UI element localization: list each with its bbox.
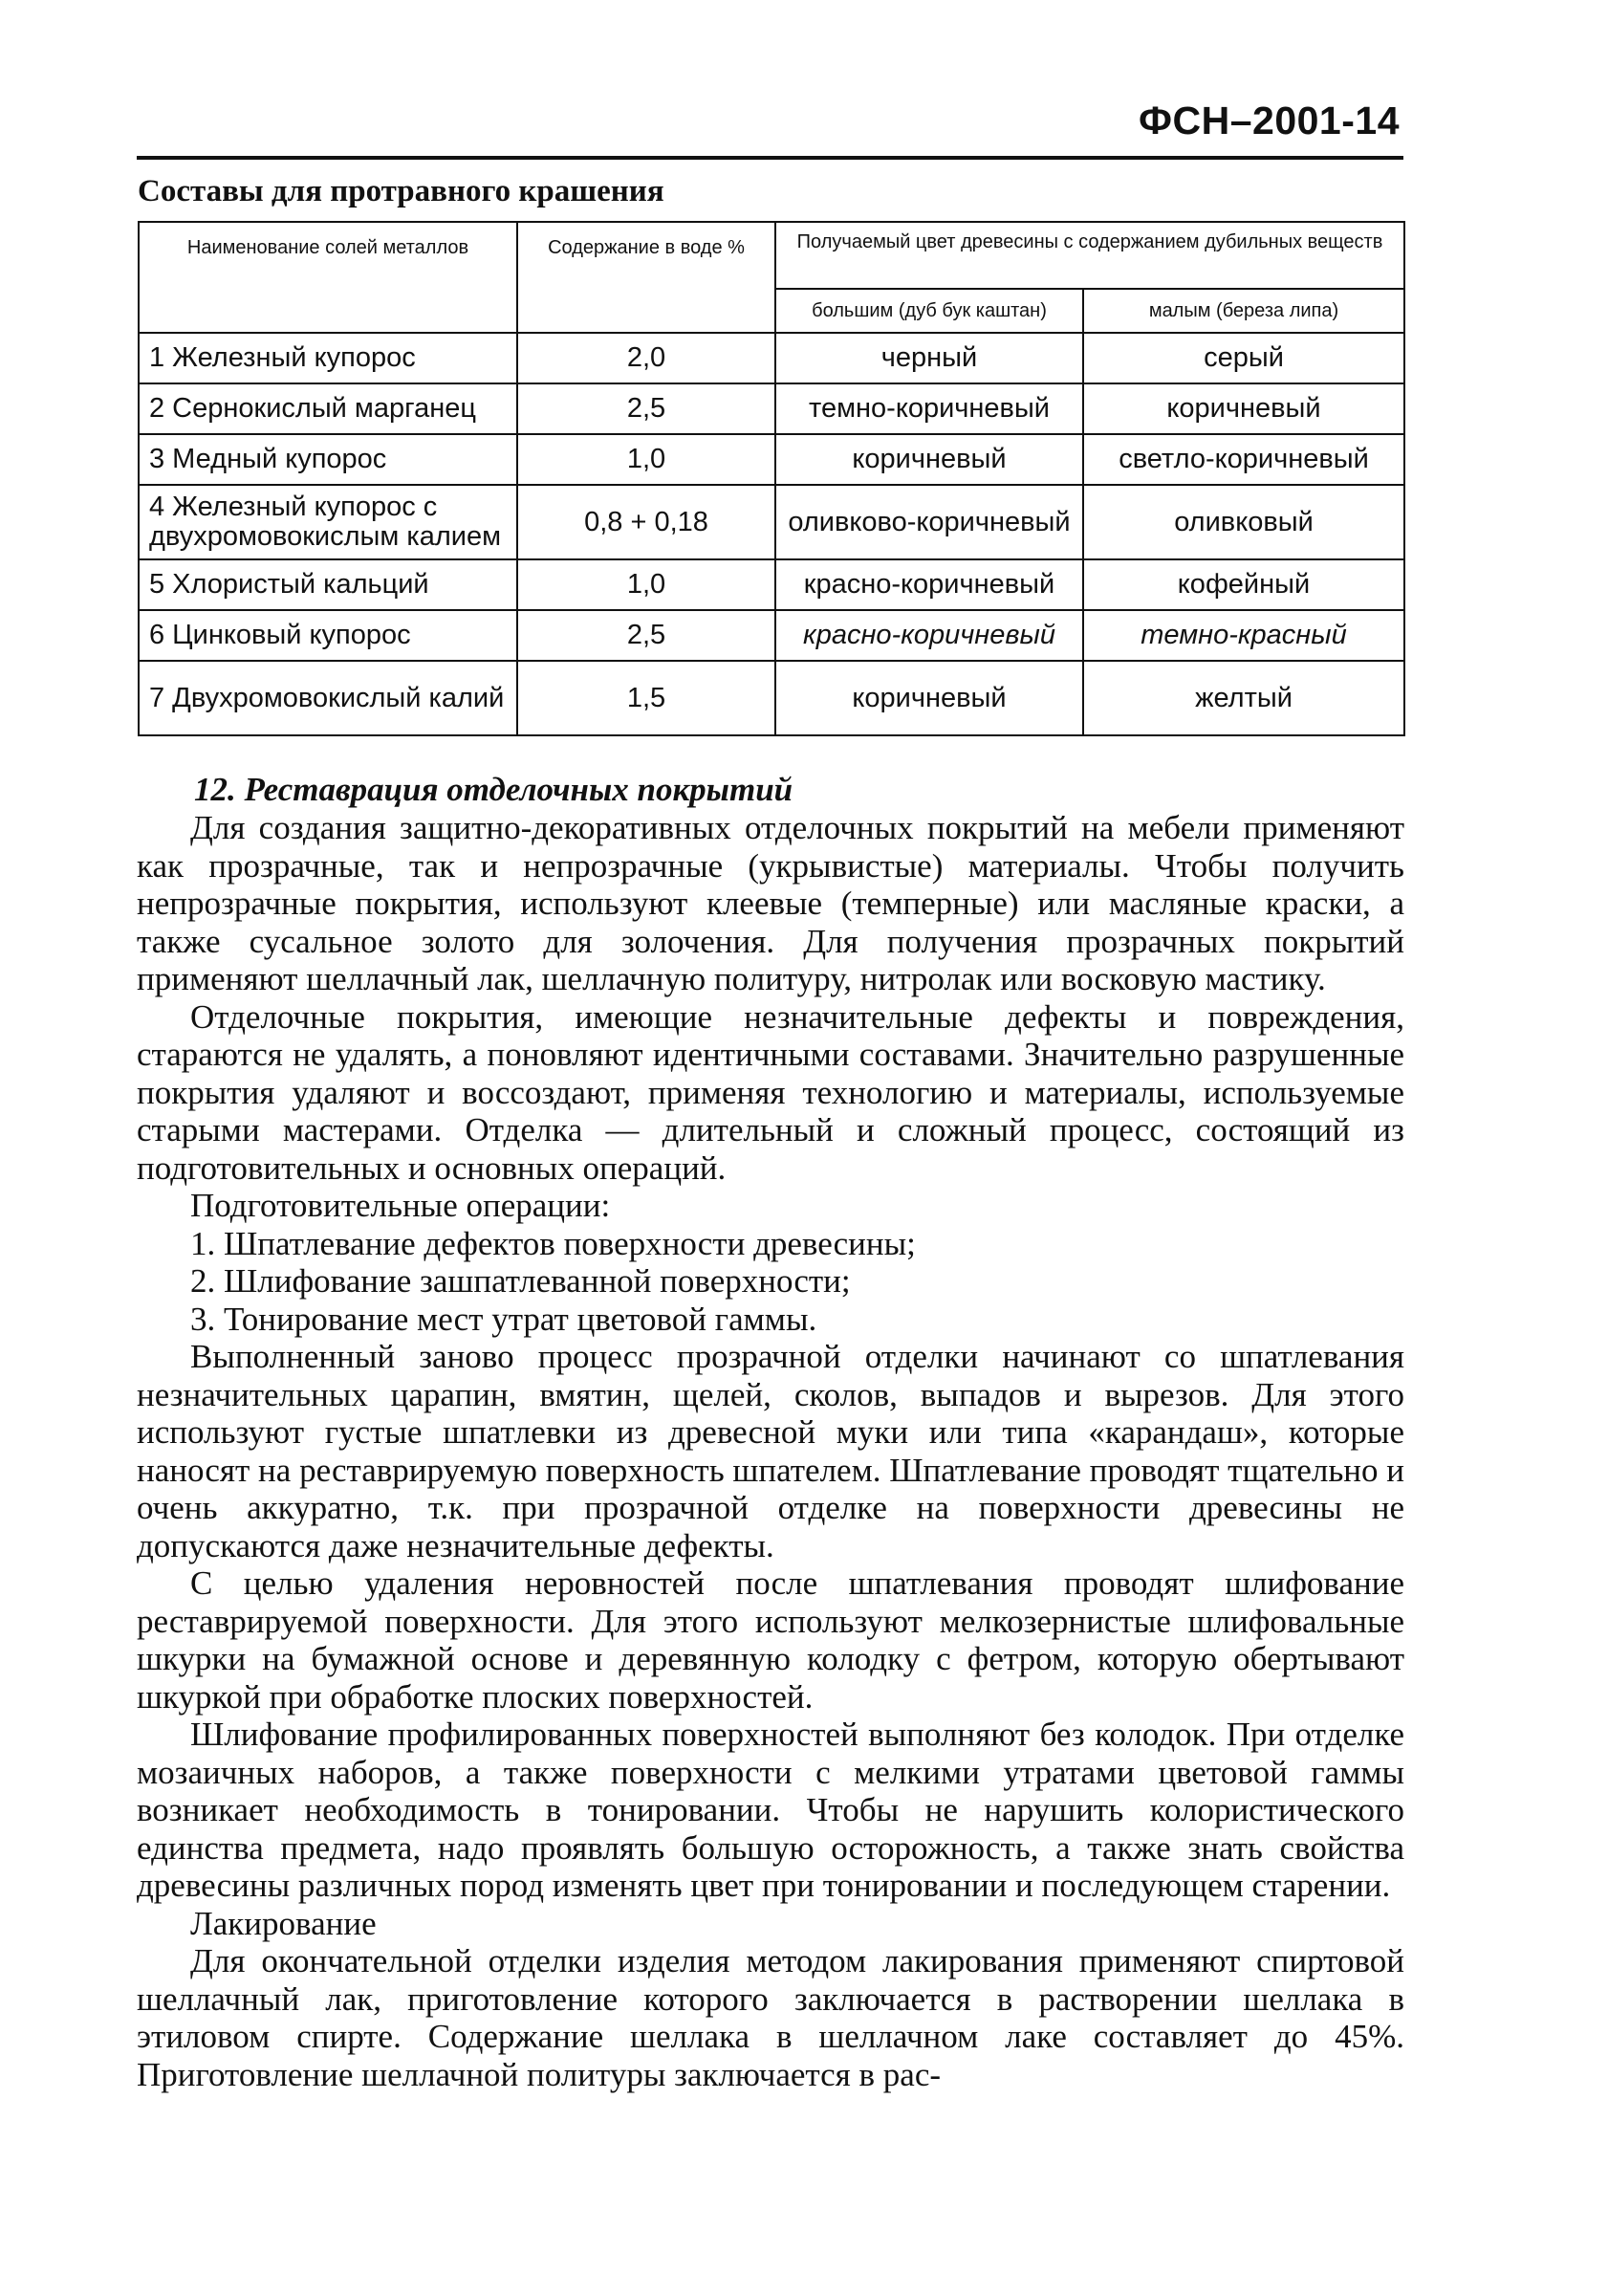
document-code: ФСН–2001-14 <box>1139 98 1400 142</box>
cell-name: 7 Двухромовокислый калий <box>139 661 517 735</box>
paragraph: Выполненный заново процесс прозрачной отделки начинают со шпатлевания незначительных царапин, вмятин, щелей, сколов, выпадов и вырезов. Для этого используют густые шпатлевки из древесной муки или типа «карандаш», которые наносят на реставрируемую поверхность шпателем. Шпатлевание проводят тщательно и очень аккуратно, т.к. при прозрачной отделке на поверхности древесины не допускаются даже незначительные дефекты. <box>137 1338 1404 1564</box>
cell-content: 2,0 <box>517 333 775 383</box>
cell-name: 6 Цинковый купорос <box>139 610 517 661</box>
cell-large: темно-коричневый <box>775 383 1083 434</box>
table-row <box>139 485 1404 559</box>
cell-small: серый <box>1083 333 1404 383</box>
col-header-color-group: Получаемый цвет древесины с содержанием дубильных веществ <box>775 222 1404 289</box>
table-row <box>139 333 1404 383</box>
cell-content: 2,5 <box>517 610 775 661</box>
staining-compositions-table <box>138 221 1405 736</box>
cell-name: 1 Железный купорос <box>139 333 517 383</box>
paragraph: Отделочные покрытия, имеющие незначительные дефекты и повреждения, стараются не удалять, а поновляют идентичными составами. Значительно разрушенные покрытия удаляют и воссоздают, применяя технологию и материалы, используемые старыми мастерами. Отделка — длительный и сложный процесс, состоящий из подготовительных и основных операций. <box>137 997 1404 1187</box>
cell-large: красно-коричневый <box>775 559 1083 610</box>
cell-small: желтый <box>1083 661 1404 735</box>
cell-small: темно-красный <box>1083 610 1404 661</box>
cell-name: 5 Хлористый кальций <box>139 559 517 610</box>
cell-name: 3 Медный купорос <box>139 434 517 485</box>
cell-large: оливково-коричневый <box>775 485 1083 559</box>
cell-large: черный <box>775 333 1083 383</box>
cell-content: 2,5 <box>517 383 775 434</box>
table-row <box>139 434 1404 485</box>
paragraph: Для окончательной отделки изделия методом лакирования применяют спиртовой шеллачный лак, приготовление которого заключается в растворении шеллака в этиловом спирте. Содержание шеллака в шеллачном лаке составляет до 45%. Приготовление шеллачной политуры заключается в рас- <box>137 1942 1404 2093</box>
col-header-small: малым (береза липа) <box>1083 289 1404 333</box>
table-title: Составы для протравного крашения <box>138 174 664 208</box>
cell-name: 4 Железный купорос с двухромовокислым калием <box>139 485 517 559</box>
cell-small: светло-коричневый <box>1083 434 1404 485</box>
col-header-content: Содержание в воде % <box>517 222 775 333</box>
cell-large: коричневый <box>775 434 1083 485</box>
cell-name: 2 Сернокислый марганец <box>139 383 517 434</box>
paragraph: Шлифование профилированных поверхностей выполняют без колодок. При отделке мозаичных наборов, а также поверхности с мелкими утратами цветовой гаммы возникает необходимость в тонировании. Чтобы не нарушить колористического единства предмета, надо проявлять большую осторожность, а также знать свойства древесины различных пород изменять цвет при тонировании и последующем старении. <box>137 1716 1404 1904</box>
paragraph: Для создания защитно-декоративных отделочных покрытий на мебели применяют как прозрачные, так и непрозрачные (укрывистые) материалы. Чтобы получить непрозрачные покрытия, используют клеевые (темперные) или масляные краски, а также сусальное золото для золочения. Для получения прозрачных покрытий применяют шеллачный лак, шеллачную политуру, нитролак или восковую мастику. <box>137 809 1404 997</box>
section-heading: 12. Реставрация отделочных покрытий <box>194 771 793 808</box>
section-body <box>137 771 1404 2093</box>
table-row <box>139 559 1404 610</box>
cell-large: коричневый <box>775 661 1083 735</box>
table-row <box>139 383 1404 434</box>
cell-small: кофейный <box>1083 559 1404 610</box>
col-header-name: Наименование солей металлов <box>139 222 517 333</box>
cell-large: красно-коричневый <box>775 610 1083 661</box>
list-item: 1. Шпатлевание дефектов поверхности древесины; <box>190 1224 916 1262</box>
paragraph: С целью удаления неровностей после шпатлевания проводят шлифование реставрируемой поверхности. Для этого используют мелкозернистые шлифовальные шкурки на бумажной основе и деревянную колодку с фетром, которую обертывают шкуркой при обработке плоских поверхностей. <box>137 1564 1404 1716</box>
subheading: Лакирование <box>190 1904 377 1942</box>
table-row <box>139 661 1404 735</box>
list-heading: Подготовительные операции: <box>190 1187 611 1224</box>
cell-small: оливковый <box>1083 485 1404 559</box>
cell-content: 1,0 <box>517 434 775 485</box>
cell-content: 1,5 <box>517 661 775 735</box>
cell-content: 1,0 <box>517 559 775 610</box>
table-header-row <box>139 222 1404 289</box>
list-item: 2. Шлифование зашпатлеванной поверхности; <box>190 1262 851 1300</box>
header-rule <box>137 156 1403 160</box>
list-item: 3. Тонирование мест утрат цветовой гаммы. <box>190 1300 817 1338</box>
col-header-large: большим (дуб бук каштан) <box>775 289 1083 333</box>
table-row <box>139 610 1404 661</box>
cell-small: коричневый <box>1083 383 1404 434</box>
cell-content: 0,8 + 0,18 <box>517 485 775 559</box>
